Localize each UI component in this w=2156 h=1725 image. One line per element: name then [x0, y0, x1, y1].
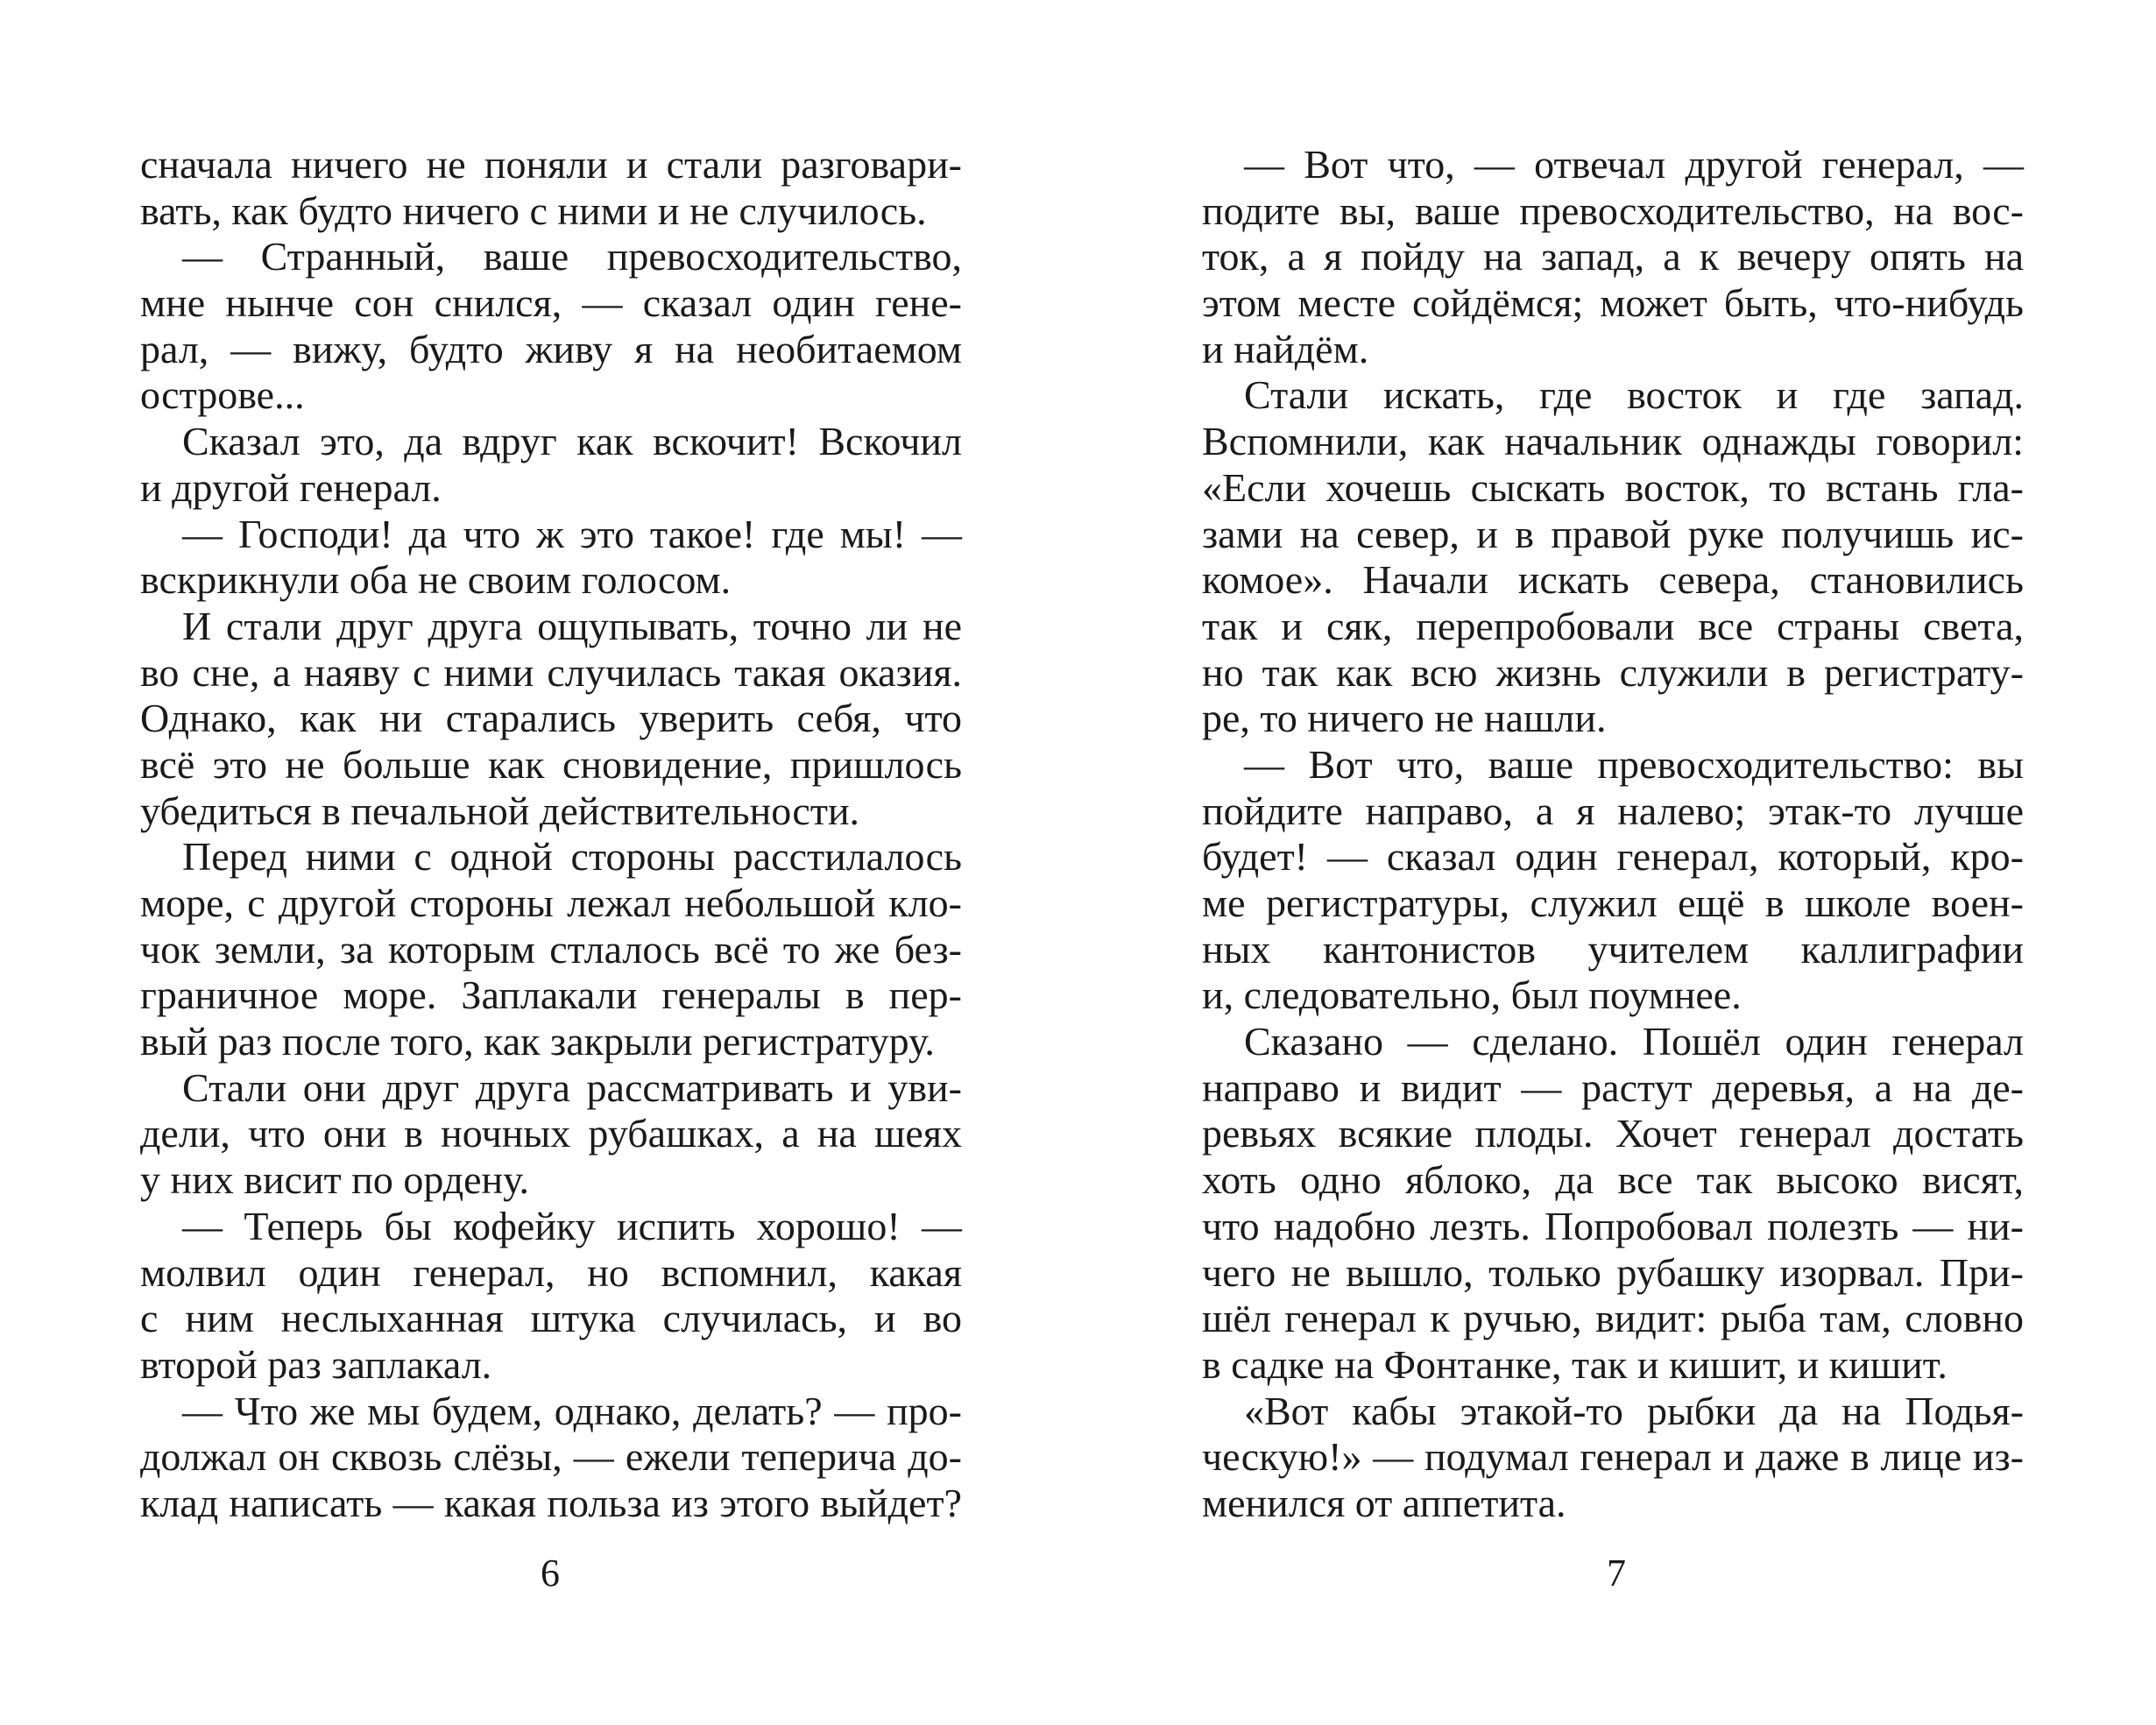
- text-line: хоть одно яблоко, да все так высоко висят,: [1202, 1157, 2024, 1203]
- text-line: у них висит по ордену.: [140, 1157, 530, 1203]
- text-line: второй раз заплакал.: [140, 1341, 492, 1387]
- text-line: молвил один генерал, но вспомнил, какая: [140, 1249, 962, 1295]
- text-line: менился от аппетита.: [1202, 1480, 1566, 1525]
- text-line: море, с другой стороны лежал небольшой кло-: [140, 880, 962, 925]
- text-line: сначала ничего не поняли и стали разговари-: [140, 142, 962, 187]
- text-line: — Странный, ваше превосходительство,: [182, 234, 962, 279]
- text-line: убедиться в печальной действительности.: [140, 788, 860, 833]
- text-line: пойдите направо, а я налево; этак-то лучше: [1202, 788, 2024, 833]
- text-line: И стали друг друга ощупывать, точно ли не: [182, 603, 962, 648]
- text-line: Сказал это, да вдруг как вскочит! Вскочил: [182, 419, 962, 464]
- text-line: должал он сквозь слёзы, — ежели теперича до-: [140, 1434, 962, 1480]
- text-line: дели, что они в ночных рубашках, а на шеях: [140, 1111, 962, 1156]
- text-line: — Теперь бы кофейку испить хорошо! —: [182, 1203, 962, 1248]
- text-line: мне нынче сон снился, — сказал один гене-: [140, 280, 962, 326]
- text-line: — Что же мы будем, однако, делать? — про-: [182, 1388, 962, 1433]
- text-line: «Вот кабы этакой-то рыбки да на Подья-: [1244, 1388, 2024, 1433]
- text-line: — Господи! да что ж это такое! где мы! —: [182, 511, 962, 556]
- text-line: ток, а я пойду на запад, а к вечеру опять на: [1202, 234, 2024, 279]
- text-line: так и сяк, перепробовали все страны света,: [1202, 603, 2024, 648]
- text-line: — Вот что, ваше превосходительство: вы: [1244, 741, 2024, 787]
- text-line: и другой генерал.: [140, 464, 442, 510]
- text-line: чего не вышло, только рубашку изорвал. При-: [1202, 1249, 2024, 1295]
- text-line: с ним неслыханная штука случилась, и во: [140, 1296, 962, 1341]
- text-line: и найдём.: [1202, 326, 1369, 371]
- text-line: в садке на Фонтанке, так и кишит, и кишит.: [1202, 1341, 1947, 1387]
- text-line: — Вот что, — отвечал другой генерал, —: [1244, 142, 2024, 187]
- text-line: клад написать — какая польза из этого выйдет?: [140, 1480, 962, 1525]
- left-page-number: 6: [541, 1552, 560, 1594]
- text-line: зами на север, и в правой руке получишь ис-: [1202, 511, 2024, 556]
- text-line: ме регистратуры, служил ещё в школе воен-: [1202, 880, 2024, 925]
- right-page-number: 7: [1607, 1552, 1626, 1594]
- text-line: подите вы, ваше превосходительство, на вос-: [1202, 187, 2024, 233]
- text-line: Вспомнили, как начальник однажды говорил:: [1202, 419, 2024, 464]
- text-line: комое». Начали искать севера, становились: [1202, 557, 2024, 603]
- text-line: Однако, как ни старались уверить себя, что: [140, 696, 962, 741]
- text-line: направо и видит — растут деревья, а на де-: [1202, 1064, 2024, 1110]
- text-line: ре, то ничего не нашли.: [1202, 696, 1607, 741]
- text-line: но так как всю жизнь служили в регистрату-: [1202, 649, 2024, 695]
- text-line: шёл генерал к ручью, видит: рыба там, словно: [1202, 1296, 2024, 1341]
- text-line: граничное море. Заплакали генералы в пер-: [140, 972, 962, 1018]
- text-line: всё это не больше как сновидение, пришлось: [140, 741, 962, 787]
- text-line: вскрикнули оба не своим голосом.: [140, 557, 732, 603]
- text-line: что надобно лезть. Попробовал полезть — ни-: [1202, 1203, 2024, 1248]
- text-line: «Если хочешь сыскать восток, то встань гла-: [1202, 464, 2024, 510]
- text-line: Сказано — сделано. Пошёл один генерал: [1244, 1019, 2024, 1064]
- text-line: этом месте сойдёмся; может быть, что-нибудь: [1202, 280, 2024, 326]
- text-line: рал, — вижу, будто живу я на необитаемом: [140, 326, 962, 371]
- text-line: чок земли, за которым стлалось всё то же без-: [140, 926, 962, 972]
- text-line: во сне, а наяву с ними случилась такая оказия.: [140, 649, 962, 695]
- text-line: Стали они друг друга рассматривать и уви-: [182, 1064, 962, 1110]
- text-line: Перед ними с одной стороны расстилалось: [182, 834, 962, 880]
- text-line: ческую!» — подумал генерал и даже в лице из-: [1202, 1434, 2024, 1480]
- text-line: острове...: [140, 372, 305, 418]
- right-page-text: [1202, 142, 2024, 1527]
- text-line: будет! — сказал один генерал, который, кро-: [1202, 834, 2024, 880]
- text-line: вать, как будто ничего с ними и не случилось.: [140, 187, 927, 233]
- right-page: [1078, 0, 2155, 1725]
- text-line: вый раз после того, как закрыли регистратуру.: [140, 1019, 935, 1064]
- left-page-text: [140, 142, 962, 1527]
- text-line: ных кантонистов учителем каллиграфии: [1202, 926, 2024, 972]
- text-line: ревьях всякие плоды. Хочет генерал достать: [1202, 1111, 2024, 1156]
- text-line: и, следовательно, был поумнее.: [1202, 972, 1742, 1018]
- text-line: Стали искать, где восток и где запад.: [1244, 372, 2024, 418]
